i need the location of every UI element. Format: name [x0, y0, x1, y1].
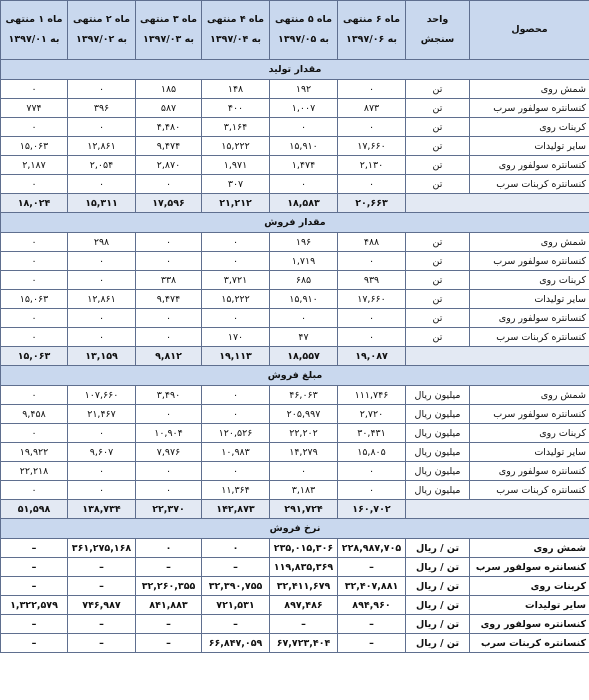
value-cell: ۰: [270, 118, 338, 137]
total-cell: ۵۱,۵۹۸: [1, 500, 68, 519]
product-cell: کنسانتره سولفور روی: [470, 615, 589, 634]
unit-cell: میلیون ریال: [406, 481, 470, 500]
value-cell: –: [68, 558, 136, 577]
unit-cell: تن: [406, 175, 470, 194]
table-row: [1, 558, 589, 577]
header-row: [1, 1, 589, 60]
value-cell: ۰: [68, 309, 136, 328]
unit-cell: میلیون ریال: [406, 443, 470, 462]
value-cell: ۳۰,۴۳۱: [338, 424, 406, 443]
value-cell: ۰: [1, 309, 68, 328]
value-cell: ۱۷,۶۶۰: [338, 137, 406, 156]
total-cell: ۱۳۸,۷۳۴: [68, 500, 136, 519]
value-cell: –: [68, 577, 136, 596]
value-cell: ۱۰۷,۶۶۰: [68, 386, 136, 405]
value-cell: ۰: [1, 80, 68, 99]
value-cell: ۰: [136, 175, 202, 194]
value-cell: –: [202, 615, 270, 634]
total-cell: ۱۴۲,۸۷۳: [202, 500, 270, 519]
value-cell: ۰: [68, 80, 136, 99]
value-cell: ۰: [338, 175, 406, 194]
value-cell: –: [1, 634, 68, 653]
value-cell: ۸۷۳: [338, 99, 406, 118]
product-cell: کربنات روی: [470, 577, 589, 596]
table-row: [1, 539, 589, 558]
product-cell: کنسانتره سولفور سرب: [470, 405, 589, 424]
value-cell: –: [1, 539, 68, 558]
value-cell: ۹,۴۷۴: [136, 290, 202, 309]
value-cell: ۳,۷۲۱: [202, 271, 270, 290]
table-row: [1, 634, 589, 653]
value-cell: –: [338, 634, 406, 653]
value-cell: ۳۲,۴۰۷,۸۸۱: [338, 577, 406, 596]
table-row: [1, 252, 589, 271]
value-cell: ۱۸۵: [136, 80, 202, 99]
value-cell: ۱۲,۸۶۱: [68, 137, 136, 156]
value-cell: ۳,۴۹۰: [136, 386, 202, 405]
value-cell: ۴۸۸: [338, 233, 406, 252]
table-row: [1, 118, 589, 137]
value-cell: ۱۹۲: [270, 80, 338, 99]
section-title: مقدار فروش: [1, 213, 589, 233]
unit-cell: تن / ریال: [406, 596, 470, 615]
value-cell: ۳۳۸: [136, 271, 202, 290]
value-cell: –: [68, 634, 136, 653]
section-title: مقدار تولید: [1, 60, 589, 80]
value-cell: ۰: [1, 481, 68, 500]
col-header-product: محصول: [470, 1, 589, 60]
value-cell: ۲,۷۲۰: [338, 405, 406, 424]
value-cell: ۰: [338, 481, 406, 500]
unit-cell: تن: [406, 328, 470, 347]
table-row: [1, 462, 589, 481]
value-cell: ۱۵,۹۱۰: [270, 290, 338, 309]
total-cell: ۱۵,۰۶۳: [1, 347, 68, 366]
total-cell: ۹,۸۱۲: [136, 347, 202, 366]
value-cell: ۱۴۸: [202, 80, 270, 99]
value-cell: ۰: [1, 118, 68, 137]
value-cell: ۲۹۸: [68, 233, 136, 252]
value-cell: ۱۵,۸۰۵: [338, 443, 406, 462]
value-cell: ۰: [68, 252, 136, 271]
value-cell: ۲,۱۳۰: [338, 156, 406, 175]
total-cell: ۱۳,۱۵۹: [68, 347, 136, 366]
value-cell: ۲۳۵,۰۱۵,۳۰۶: [270, 539, 338, 558]
unit-cell: تن: [406, 156, 470, 175]
value-cell: ۱,۳۲۲,۵۷۹: [1, 596, 68, 615]
value-cell: ۲۲,۲۱۸: [1, 462, 68, 481]
table-row: [1, 175, 589, 194]
value-cell: ۱۵,۹۱۰: [270, 137, 338, 156]
value-cell: ۰: [136, 405, 202, 424]
value-cell: ۰: [1, 424, 68, 443]
unit-cell: تن: [406, 290, 470, 309]
table-row: [1, 290, 589, 309]
value-cell: –: [136, 615, 202, 634]
value-cell: ۰: [202, 233, 270, 252]
value-cell: ۳,۱۸۳: [270, 481, 338, 500]
value-cell: ۰: [270, 175, 338, 194]
value-cell: ۱۰,۹۰۴: [136, 424, 202, 443]
value-cell: ۰: [202, 386, 270, 405]
table-row: [1, 481, 589, 500]
unit-cell: تن: [406, 137, 470, 156]
total-row: [1, 347, 589, 366]
unit-cell: تن: [406, 252, 470, 271]
value-cell: ۶۸۵: [270, 271, 338, 290]
col-header-month-3: ماه ۳ منتهی به ۱۳۹۷/۰۳: [136, 1, 202, 60]
value-cell: ۰: [202, 539, 270, 558]
total-cell: ۱۸,۰۲۴: [1, 194, 68, 213]
value-cell: ۷۷۴: [1, 99, 68, 118]
unit-cell: میلیون ریال: [406, 462, 470, 481]
col-header-unit: واحد سنجش: [406, 1, 470, 60]
value-cell: –: [270, 615, 338, 634]
table-row: [1, 443, 589, 462]
value-cell: ۹,۴۷۴: [136, 137, 202, 156]
value-cell: –: [338, 615, 406, 634]
value-cell: ۷۲۱,۵۳۱: [202, 596, 270, 615]
value-cell: ۴۰۰: [202, 99, 270, 118]
col-header-month-6: ماه ۶ منتهی به ۱۳۹۷/۰۶: [338, 1, 406, 60]
unit-cell: تن / ریال: [406, 634, 470, 653]
value-cell: ۸۹۷,۴۸۶: [270, 596, 338, 615]
value-cell: ۰: [270, 309, 338, 328]
section-title: نرخ فروش: [1, 519, 589, 539]
value-cell: ۱۹,۹۲۲: [1, 443, 68, 462]
total-cell: ۲۰,۶۶۳: [338, 194, 406, 213]
value-cell: ۰: [338, 309, 406, 328]
table-row: [1, 386, 589, 405]
table-row: [1, 137, 589, 156]
total-cell: ۲۹۱,۷۲۴: [270, 500, 338, 519]
value-cell: ۸۹۴,۹۶۰: [338, 596, 406, 615]
value-cell: ۰: [1, 386, 68, 405]
value-cell: ۰: [1, 252, 68, 271]
col-header-month-5: ماه ۵ منتهی به ۱۳۹۷/۰۵: [270, 1, 338, 60]
total-cell: ۱۸,۵۵۷: [270, 347, 338, 366]
value-cell: ۲۲,۲۰۲: [270, 424, 338, 443]
value-cell: ۰: [338, 252, 406, 271]
product-cell: کنسانتره سولفور سرب: [470, 99, 589, 118]
value-cell: ۱,۷۱۹: [270, 252, 338, 271]
value-cell: ۰: [68, 462, 136, 481]
table-row: [1, 233, 589, 252]
value-cell: ۲۱,۴۶۷: [68, 405, 136, 424]
value-cell: ۱,۰۰۷: [270, 99, 338, 118]
section-header: [1, 519, 589, 539]
value-cell: ۰: [136, 328, 202, 347]
value-cell: ۰: [338, 118, 406, 137]
product-cell: کنسانتره سولفور روی: [470, 462, 589, 481]
value-cell: ۱۱۱,۷۴۶: [338, 386, 406, 405]
value-cell: ۳۲,۴۱۱,۶۷۹: [270, 577, 338, 596]
value-cell: ۲,۰۵۴: [68, 156, 136, 175]
total-cell: ۱۶۰,۷۰۲: [338, 500, 406, 519]
value-cell: ۱۷,۶۶۰: [338, 290, 406, 309]
value-cell: ۰: [202, 309, 270, 328]
product-cell: سایر تولیدات: [470, 596, 589, 615]
value-cell: ۰: [338, 80, 406, 99]
total-cell: ۱۸,۵۸۳: [270, 194, 338, 213]
value-cell: ۲۲۸,۹۸۷,۷۰۵: [338, 539, 406, 558]
total-cell: ۱۹,۱۱۳: [202, 347, 270, 366]
product-cell: کنسانتره کربنات سرب: [470, 175, 589, 194]
value-cell: ۰: [136, 309, 202, 328]
section-header: [1, 213, 589, 233]
value-cell: ۰: [68, 118, 136, 137]
value-cell: ۴۶,۰۶۳: [270, 386, 338, 405]
value-cell: ۰: [202, 462, 270, 481]
unit-cell: تن: [406, 271, 470, 290]
total-row: [1, 194, 589, 213]
product-cell: کنسانتره سولفور سرب: [470, 252, 589, 271]
value-cell: ۹,۴۵۸: [1, 405, 68, 424]
table-row: [1, 596, 589, 615]
value-cell: ۲,۱۸۷: [1, 156, 68, 175]
value-cell: ۰: [338, 328, 406, 347]
product-cell: کنسانتره کربنات سرب: [470, 328, 589, 347]
value-cell: ۶۶,۸۴۷,۰۵۹: [202, 634, 270, 653]
table-row: [1, 80, 589, 99]
value-cell: ۰: [1, 271, 68, 290]
value-cell: ۰: [68, 481, 136, 500]
section-title: مبلغ فروش: [1, 366, 589, 386]
product-cell: کنسانتره سولفور سرب: [470, 558, 589, 577]
total-cell: ۱۷,۵۹۶: [136, 194, 202, 213]
value-cell: –: [136, 634, 202, 653]
product-cell: کربنات روی: [470, 424, 589, 443]
value-cell: ۱۵,۲۲۲: [202, 290, 270, 309]
unit-cell: تن / ریال: [406, 558, 470, 577]
value-cell: ۰: [1, 233, 68, 252]
product-cell: شمش روی: [470, 233, 589, 252]
unit-cell: میلیون ریال: [406, 386, 470, 405]
value-cell: ۳۹۶: [68, 99, 136, 118]
table-row: [1, 156, 589, 175]
total-row: [1, 500, 589, 519]
section-header: [1, 60, 589, 80]
unit-cell: تن: [406, 118, 470, 137]
table-row: [1, 405, 589, 424]
value-cell: ۰: [68, 271, 136, 290]
unit-cell: تن / ریال: [406, 577, 470, 596]
unit-cell: تن: [406, 233, 470, 252]
product-cell: کربنات روی: [470, 271, 589, 290]
value-cell: ۰: [338, 462, 406, 481]
unit-cell: تن: [406, 80, 470, 99]
value-cell: ۱۲۰,۵۲۶: [202, 424, 270, 443]
value-cell: ۹۳۹: [338, 271, 406, 290]
value-cell: ۱۹۶: [270, 233, 338, 252]
total-cell: ۲۱,۲۱۲: [202, 194, 270, 213]
value-cell: ۷۴۶,۹۸۷: [68, 596, 136, 615]
value-cell: ۰: [136, 481, 202, 500]
product-cell: سایر تولیدات: [470, 443, 589, 462]
value-cell: ۱۲,۸۶۱: [68, 290, 136, 309]
value-cell: ۰: [136, 233, 202, 252]
value-cell: ۱۵,۰۶۳: [1, 137, 68, 156]
product-cell: شمش روی: [470, 80, 589, 99]
product-cell: کربنات روی: [470, 118, 589, 137]
table-body: [1, 60, 589, 653]
total-cell: ۲۲,۳۷۰: [136, 500, 202, 519]
value-cell: –: [68, 615, 136, 634]
total-cell: ۱۵,۳۱۱: [68, 194, 136, 213]
table-row: [1, 615, 589, 634]
product-cell: شمش روی: [470, 539, 589, 558]
value-cell: ۳,۱۶۴: [202, 118, 270, 137]
value-cell: ۱۷۰: [202, 328, 270, 347]
table-row: [1, 328, 589, 347]
table-row: [1, 271, 589, 290]
unit-cell: میلیون ریال: [406, 424, 470, 443]
value-cell: ۱۱۹,۸۳۵,۳۶۹: [270, 558, 338, 577]
value-cell: ۱,۹۷۱: [202, 156, 270, 175]
value-cell: ۰: [1, 328, 68, 347]
value-cell: –: [1, 615, 68, 634]
value-cell: –: [1, 577, 68, 596]
value-cell: ۵۸۷: [136, 99, 202, 118]
total-cell: ۱۹,۰۸۷: [338, 347, 406, 366]
value-cell: –: [202, 558, 270, 577]
table-row: [1, 424, 589, 443]
value-cell: –: [1, 558, 68, 577]
value-cell: –: [338, 558, 406, 577]
value-cell: ۳۰۷: [202, 175, 270, 194]
unit-cell: تن: [406, 99, 470, 118]
product-cell: سایر تولیدات: [470, 290, 589, 309]
col-header-month-2: ماه ۲ منتهی به ۱۳۹۷/۰۲: [68, 1, 136, 60]
value-cell: ۰: [270, 462, 338, 481]
col-header-month-1: ماه ۱ منتهی به ۱۳۹۷/۰۱: [1, 1, 68, 60]
value-cell: ۱۵,۰۶۳: [1, 290, 68, 309]
value-cell: ۰: [68, 328, 136, 347]
section-header: [1, 366, 589, 386]
product-cell: کنسانتره کربنات سرب: [470, 481, 589, 500]
value-cell: ۰: [136, 539, 202, 558]
unit-cell: تن: [406, 309, 470, 328]
unit-cell: تن / ریال: [406, 615, 470, 634]
value-cell: ۴,۴۸۰: [136, 118, 202, 137]
table-row: [1, 577, 589, 596]
value-cell: ۱۴,۲۷۹: [270, 443, 338, 462]
value-cell: ۰: [68, 424, 136, 443]
value-cell: ۳۶۱,۲۷۵,۱۶۸: [68, 539, 136, 558]
value-cell: ۱,۴۷۴: [270, 156, 338, 175]
value-cell: ۴۷: [270, 328, 338, 347]
value-cell: ۲,۸۷۰: [136, 156, 202, 175]
total-label-cell: [406, 347, 589, 366]
product-cell: کنسانتره سولفور روی: [470, 156, 589, 175]
value-cell: ۲۰۵,۹۹۷: [270, 405, 338, 424]
product-cell: سایر تولیدات: [470, 137, 589, 156]
value-cell: ۰: [68, 175, 136, 194]
value-cell: ۱۵,۲۲۲: [202, 137, 270, 156]
value-cell: ۱۱,۳۶۴: [202, 481, 270, 500]
value-cell: –: [136, 558, 202, 577]
value-cell: ۳۲,۲۶۰,۳۵۵: [136, 577, 202, 596]
unit-cell: میلیون ریال: [406, 405, 470, 424]
value-cell: ۷,۹۷۶: [136, 443, 202, 462]
value-cell: ۰: [202, 405, 270, 424]
table-row: [1, 309, 589, 328]
value-cell: ۹,۶۰۷: [68, 443, 136, 462]
col-header-month-4: ماه ۴ منتهی به ۱۳۹۷/۰۴: [202, 1, 270, 60]
total-label-cell: [406, 194, 589, 213]
product-cell: کنسانتره سولفور روی: [470, 309, 589, 328]
unit-cell: تن / ریال: [406, 539, 470, 558]
total-label-cell: [406, 500, 589, 519]
product-cell: شمش روی: [470, 386, 589, 405]
value-cell: ۶۷,۷۲۳,۴۰۴: [270, 634, 338, 653]
table-row: [1, 99, 589, 118]
value-cell: ۰: [136, 462, 202, 481]
value-cell: ۰: [1, 175, 68, 194]
value-cell: ۰: [202, 252, 270, 271]
product-cell: کنسانتره کربنات سرب: [470, 634, 589, 653]
value-cell: ۰: [136, 252, 202, 271]
value-cell: ۳۲,۳۹۰,۷۵۵: [202, 577, 270, 596]
value-cell: ۸۴۱,۸۸۳: [136, 596, 202, 615]
value-cell: ۱۰,۹۸۳: [202, 443, 270, 462]
